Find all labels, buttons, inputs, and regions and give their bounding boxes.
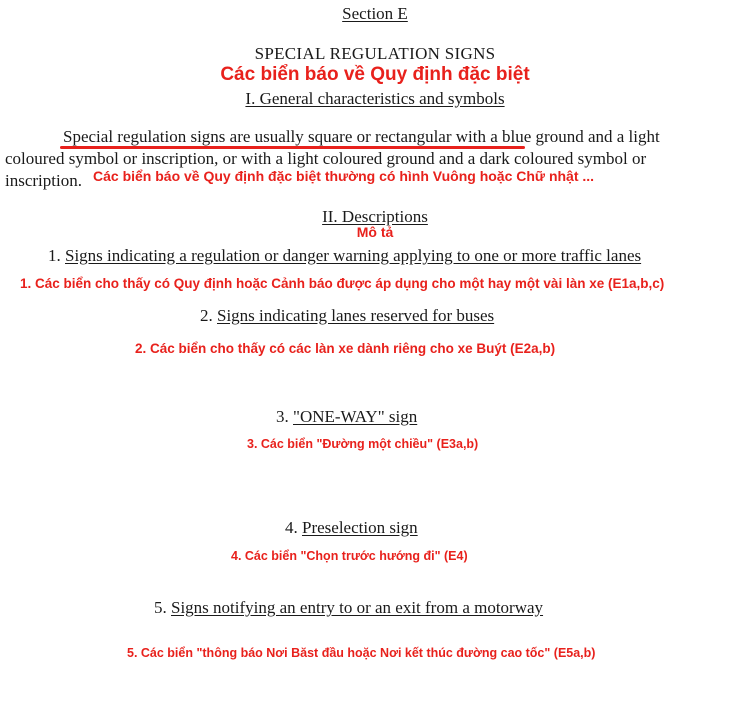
main-title-translation: Các biển báo về Quy định đặc biệt <box>220 64 530 85</box>
item-number: 5. <box>154 598 171 617</box>
item-text: Signs indicating a regulation or danger warning applying to one or more traffic lanes <box>65 246 642 265</box>
paragraph-line-1 <box>63 127 660 147</box>
item-number: 4. <box>285 518 302 537</box>
item-number: 1. <box>48 246 65 265</box>
item-text: Signs indicating lanes reserved for buses <box>217 306 495 325</box>
item-translation: 3. Các biển "Đường một chiều" (E3a,b) <box>247 437 479 451</box>
paragraph-line-3: inscription. <box>5 171 82 190</box>
list-item <box>48 246 641 266</box>
item-text: "ONE-WAY" sign <box>293 407 418 426</box>
item-number: 2. <box>200 306 217 325</box>
main-title: SPECIAL REGULATION SIGNS <box>254 44 496 63</box>
item-translation: 4. Các biển "Chọn trước hướng đi" (E4) <box>231 549 468 563</box>
part2-title-translation: Mô tả <box>356 224 394 240</box>
item-number: 3. <box>276 407 293 426</box>
item-translation: 1. Các biển cho thấy có Quy định hoặc Cảnh báo được áp dụng cho một hay một vài làn xe (E1a,b,c) <box>20 276 665 291</box>
list-item <box>276 407 417 427</box>
paragraph-highlighted-phrase: Special regulation signs are usually square or rectangular with <box>63 127 486 146</box>
paragraph-line-1-rest: a blue ground and a light <box>485 127 660 146</box>
paragraph-line-2: coloured symbol or inscription, or with a light coloured ground and a dark coloured symbol or <box>5 149 647 168</box>
part1-title <box>0 89 750 109</box>
section-title <box>0 4 750 24</box>
list-item <box>200 306 494 326</box>
section-title-text: Section E <box>342 4 408 23</box>
item-text: Preselection sign <box>302 518 418 537</box>
part2-title-text: II. Descriptions <box>322 207 428 226</box>
part1-title-text: I. General characteristics and symbols <box>245 89 505 108</box>
list-item <box>154 598 543 618</box>
item-text: Signs notifying an entry to or an exit from a motorway <box>171 598 544 617</box>
item-translation: 5. Các biển "thông báo Nơi Băst đầu hoặc Nơi kết thúc đường cao tốc" (E5a,b) <box>127 646 596 660</box>
item-translation: 2. Các biển cho thấy có các làn xe dành riêng cho xe Buýt (E2a,b) <box>135 341 556 356</box>
paragraph-translation: Các biển báo về Quy định đặc biệt thường có hình Vuông hoặc Chữ nhật ... <box>93 168 595 184</box>
list-item <box>285 518 418 538</box>
